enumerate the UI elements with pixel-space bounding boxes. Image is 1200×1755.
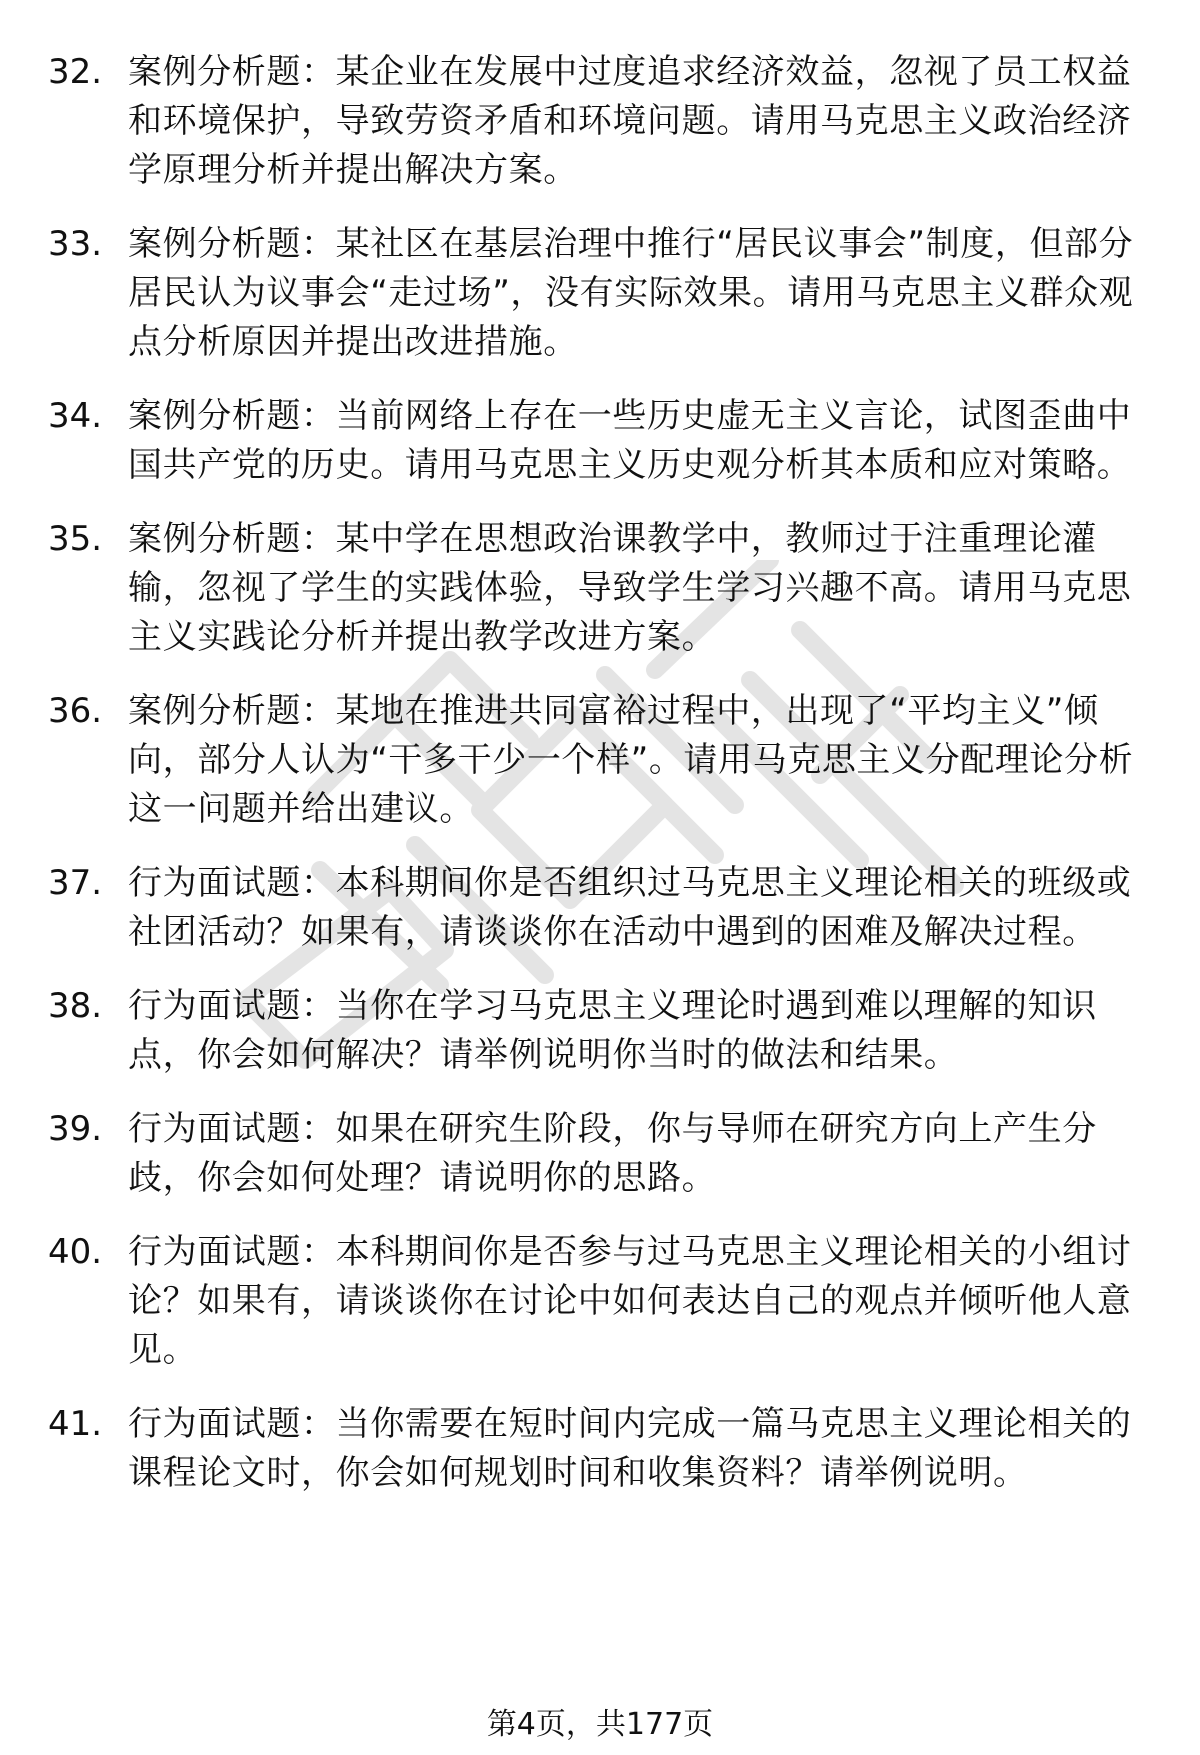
- question-number: 37.: [48, 863, 103, 903]
- question-number: 38.: [48, 986, 103, 1026]
- question-number: 34.: [48, 396, 103, 436]
- question-item-36: [48, 687, 1158, 834]
- question-number: 35.: [48, 519, 103, 559]
- question-number: 32.: [48, 52, 103, 92]
- question-number: 41.: [48, 1404, 103, 1444]
- question-text: 案例分析题：当前网络上存在一些历史虚无主义言论，试图歪曲中国共产党的历史。请用马克思主义历史观分析其本质和应对策略。: [128, 396, 1132, 485]
- question-text: 行为面试题：当你需要在短时间内完成一篇马克思主义理论相关的课程论文时，你会如何规划时间和收集资料？请举例说明。: [128, 1404, 1132, 1493]
- question-text: 行为面试题：本科期间你是否参与过马克思主义理论相关的小组讨论？如果有，请谈谈你在讨论中如何表达自己的观点并倾听他人意见。: [128, 1232, 1132, 1370]
- question-number: 40.: [48, 1232, 103, 1272]
- question-number: 33.: [48, 224, 103, 264]
- question-text: 案例分析题：某社区在基层治理中推行“居民议事会”制度，但部分居民认为议事会“走过场”，没有实际效果。请用马克思主义群众观点分析原因并提出改进措施。: [128, 224, 1134, 362]
- page-footer: 第4页，共177页: [486, 1707, 714, 1742]
- question-item-35: [48, 515, 1158, 662]
- question-item-38: [48, 982, 1158, 1080]
- question-item-34: [48, 392, 1158, 490]
- question-text: 行为面试题：如果在研究生阶段，你与导师在研究方向上产生分歧，你会如何处理？请说明你的思路。: [128, 1109, 1097, 1198]
- question-number: 39.: [48, 1109, 103, 1149]
- question-text: 行为面试题：当你在学习马克思主义理论时遇到难以理解的知识点，你会如何解决？请举例说明你当时的做法和结果。: [128, 986, 1097, 1075]
- question-number: 36.: [48, 691, 103, 731]
- question-text: 行为面试题：本科期间你是否组织过马克思主义理论相关的班级或社团活动？如果有，请谈谈你在活动中遇到的困难及解决过程。: [128, 863, 1132, 952]
- question-text: 案例分析题：某地在推进共同富裕过程中，出现了“平均主义”倾向，部分人认为“干多干少一个样”。请用马克思主义分配理论分析这一问题并给出建议。: [128, 691, 1134, 829]
- question-item-40: [48, 1228, 1158, 1375]
- question-item-39: [48, 1105, 1158, 1203]
- question-text: 案例分析题：某企业在发展中过度追求经济效益，忽视了员工权益和环境保护，导致劳资矛盾和环境问题。请用马克思主义政治经济学原理分析并提出解决方案。: [128, 52, 1132, 190]
- question-item-32: [48, 48, 1158, 195]
- question-item-37: [48, 859, 1158, 957]
- question-text: 案例分析题：某中学在思想政治课教学中，教师过于注重理论灌输，忽视了学生的实践体验，导致学生学习兴趣不高。请用马克思主义实践论分析并提出教学改进方案。: [128, 519, 1132, 657]
- question-item-33: [48, 220, 1158, 367]
- question-item-41: [48, 1400, 1158, 1498]
- question-list: [48, 48, 1158, 1523]
